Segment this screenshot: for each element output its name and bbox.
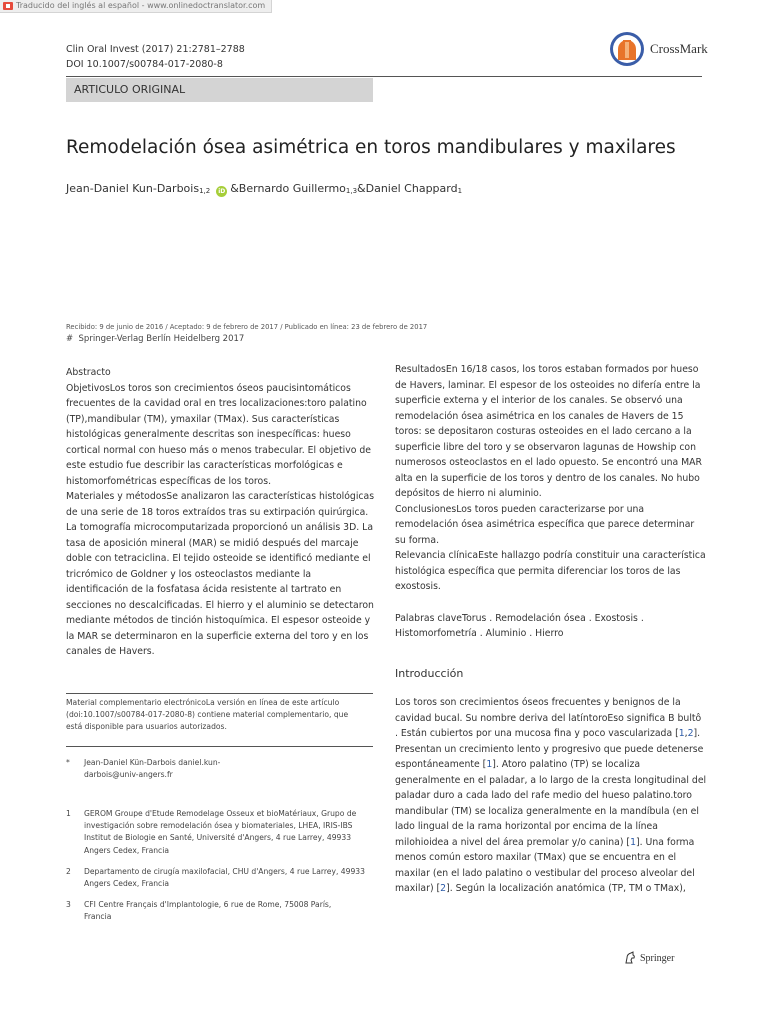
intro-text: ]. Una forma menos común estoro maxilar (TMax) que se encuentra en el maxilar (en el lado palatino o vestibular del proceso alveolar del maxilar) [ [395, 836, 695, 894]
author-2-affiliations: 1,3 [345, 187, 358, 195]
citation-link[interactable]: 1 [630, 836, 636, 848]
footnote-rule [66, 746, 373, 747]
citation-link[interactable]: 1 [486, 759, 493, 770]
author-1[interactable]: Jean-Daniel Kun-Darbois [66, 182, 200, 195]
orcid-icon[interactable]: iD [218, 188, 226, 195]
abstract-conclusions: ConclusionesLos toros pueden caracterizarse por una remodelación ósea asimétrica específica que parece determinar su forma. [395, 503, 695, 546]
translator-icon [3, 2, 13, 10]
intro-text: Los toros son crecimientos óseos frecuentes y benignos de la cavidad bucal. Su nombre deriva del latíntoroEso significa B bultô . Están cubiertos por una mucosa fina y poco vascularizada [ [395, 697, 702, 739]
keywords: Palabras claveTorus . Remodelación ósea . Exostosis . Histomorfometría . Aluminio . Hierro [395, 612, 644, 639]
right-column [395, 362, 707, 897]
crossmark-icon [608, 30, 646, 68]
affiliation-text: Departamento de cirugía maxilofacial, CHU d'Angers, 4 rue Larrey, 49933 Angers Cedex, Francia [84, 867, 365, 889]
translator-banner[interactable] [0, 0, 272, 13]
abstract-heading: Abstracto [66, 367, 111, 378]
author-3[interactable]: &Daniel Chappard [357, 182, 458, 195]
intro-text: , [684, 728, 688, 739]
author-1-affiliations: 1,2 [199, 187, 211, 195]
affiliation-number: 3 [66, 900, 71, 909]
introduction-paragraph [395, 695, 707, 897]
crossmark-badge[interactable] [608, 30, 708, 68]
springer-label: Springer [640, 952, 675, 964]
introduction-heading: Introducción [395, 666, 464, 680]
footnote-mark: * [66, 758, 70, 767]
author-2[interactable]: &Bernardo Guillermo [230, 182, 346, 195]
intro-text: ]. Atoro palatino (TP) se localiza generalmente en el paladar, a lo largo de la cresta longitudinal del paladar duro a cada lado del rafe medio del hueso palatino.toro mandibular (TM) se localiza generalmente en la mandíbula (en el lado lingual de la rama horizontal por encima de la línea milohioidea a nivel del área premolar y/o canina) [ [395, 759, 707, 848]
citation-link[interactable]: 2 [440, 883, 447, 894]
citation-link[interactable]: 2 [687, 728, 694, 739]
supplementary-note: Material complementario electrónicoLa versión en línea de este artículo (doi:10.1007/s00784-017-2080-8) contiene material complementario, que está disponible para usuarios autorizados. [66, 698, 349, 732]
footnote-rule [66, 693, 373, 694]
abstract-methods: Materiales y métodosSe analizaron las características histológicas de una serie de 18 toros extraídos tras su extirpación quirúrgica. La tomografía microcomputarizada proporcionó un análisis 3D. La tasa de aposición mineral (MAR) se midió después del marcaje doble con tetraciclina. El tejido osteoide se identificó mediante el tricrómico de Goldner y los osteoclastos mediante la identificación de la fosfatasa ácida resistente al tartrato en secciones no descalcificadas. El hierro y el aluminio se detectaron mediante métodos de tinción histoquímica. El espesor osteoide y la MAR se determinaron en la superficie externa del toro y en los canales de Havers. [66, 491, 375, 657]
copyright-line [66, 334, 244, 344]
affiliation-text: GEROM Groupe d'Etude Remodelage Osseux et bioMatériaux, Grupo de investigación sobre remodelación ósea y biomateriales, LHEA, IRIS-IBS Institut de Biologie en Santé, Université d'Angers, 4 rue Larrey, 49933 Angers Cedex, Francia [84, 809, 357, 855]
corresponding-author[interactable]: Jean-Daniel Kün-Darbois daniel.kun-darbois@univ-angers.fr [84, 758, 221, 780]
affiliation-number: 1 [66, 809, 71, 818]
doi-line: DOI 10.1007/s00784-017-2080-8 [66, 59, 223, 70]
journal-citation [66, 42, 245, 72]
publication-dates: Recibido: 9 de junio de 2016 / Aceptado: 9 de febrero de 2017 / Publicado en línea: 23 de febrero de 2017 [66, 323, 428, 331]
abstract-objectives: ObjetivosLos toros son crecimientos óseos paucisintomáticos frecuentes de la cavidad oral en tres localizaciones:toro palatino (TP),mandibular (TM), ymaxilar (TMax). Sus características histológicas generalmente descritas son inespecíficas: hueso cortical normal con hueso más o menos trabecular. El objetivo de este estudio fue describir las características morfológicas e histomorfométricas específicas de los toros. [66, 382, 371, 487]
header-rule [66, 76, 702, 77]
copyright-symbol: # [66, 334, 74, 344]
abstract-column [66, 365, 376, 660]
intro-text: ]. Según la localización anatómica (TP, TM o TMax), [446, 883, 686, 894]
journal-line: Clin Oral Invest (2017) 21:2781–2788 [66, 44, 245, 55]
crossmark-label: CrossMark [650, 41, 708, 56]
author-list [66, 182, 462, 197]
author-3-affiliations: 1 [457, 187, 463, 195]
citation-link[interactable]: 1 [678, 728, 685, 739]
affiliation-number: 2 [66, 867, 71, 876]
springer-horse-icon [623, 951, 637, 965]
copyright-text: Springer-Verlag Berlín Heidelberg 2017 [78, 334, 245, 344]
translator-text: Traducido del inglés al español - www.onlinedoctranslator.com [16, 1, 266, 10]
abstract-results: ResultadosEn 16/18 casos, los toros estaban formados por hueso de Havers, laminar. El espesor de los osteoides no difería entre la superficie externa y el interior de los canales. Se observó una remodelación ósea asimétrica en los canales de Havers de 15 toros: se depositaron costuras osteoides en el lado cercano a la superficie libre del toro y se observaron lagunas de Howship con numerosos osteoclastos en el lado opuesto. Se encontró una MAR alta en la superficie de los toros y dentro de los canales. No hubo depósitos de hierro ni aluminio. [395, 364, 702, 499]
article-title: Remodelación ósea asimétrica en toros mandibulares y maxilares [66, 137, 676, 158]
intro-text: ]. Presentan un crecimiento lento y progresivo que puede detenerse espontáneamente [ [395, 728, 704, 770]
article-type-band: ARTICULO ORIGINAL [66, 78, 373, 102]
springer-logo [623, 951, 674, 965]
abstract-relevance: Relevancia clínicaEste hallazgo podría constituir una característica histológica específica que permita diferenciar los toros de las exostosis. [395, 550, 706, 592]
affiliation-text: CFI Centre Français d'Implantologie, 6 rue de Rome, 75008 París, Francia [84, 900, 332, 922]
